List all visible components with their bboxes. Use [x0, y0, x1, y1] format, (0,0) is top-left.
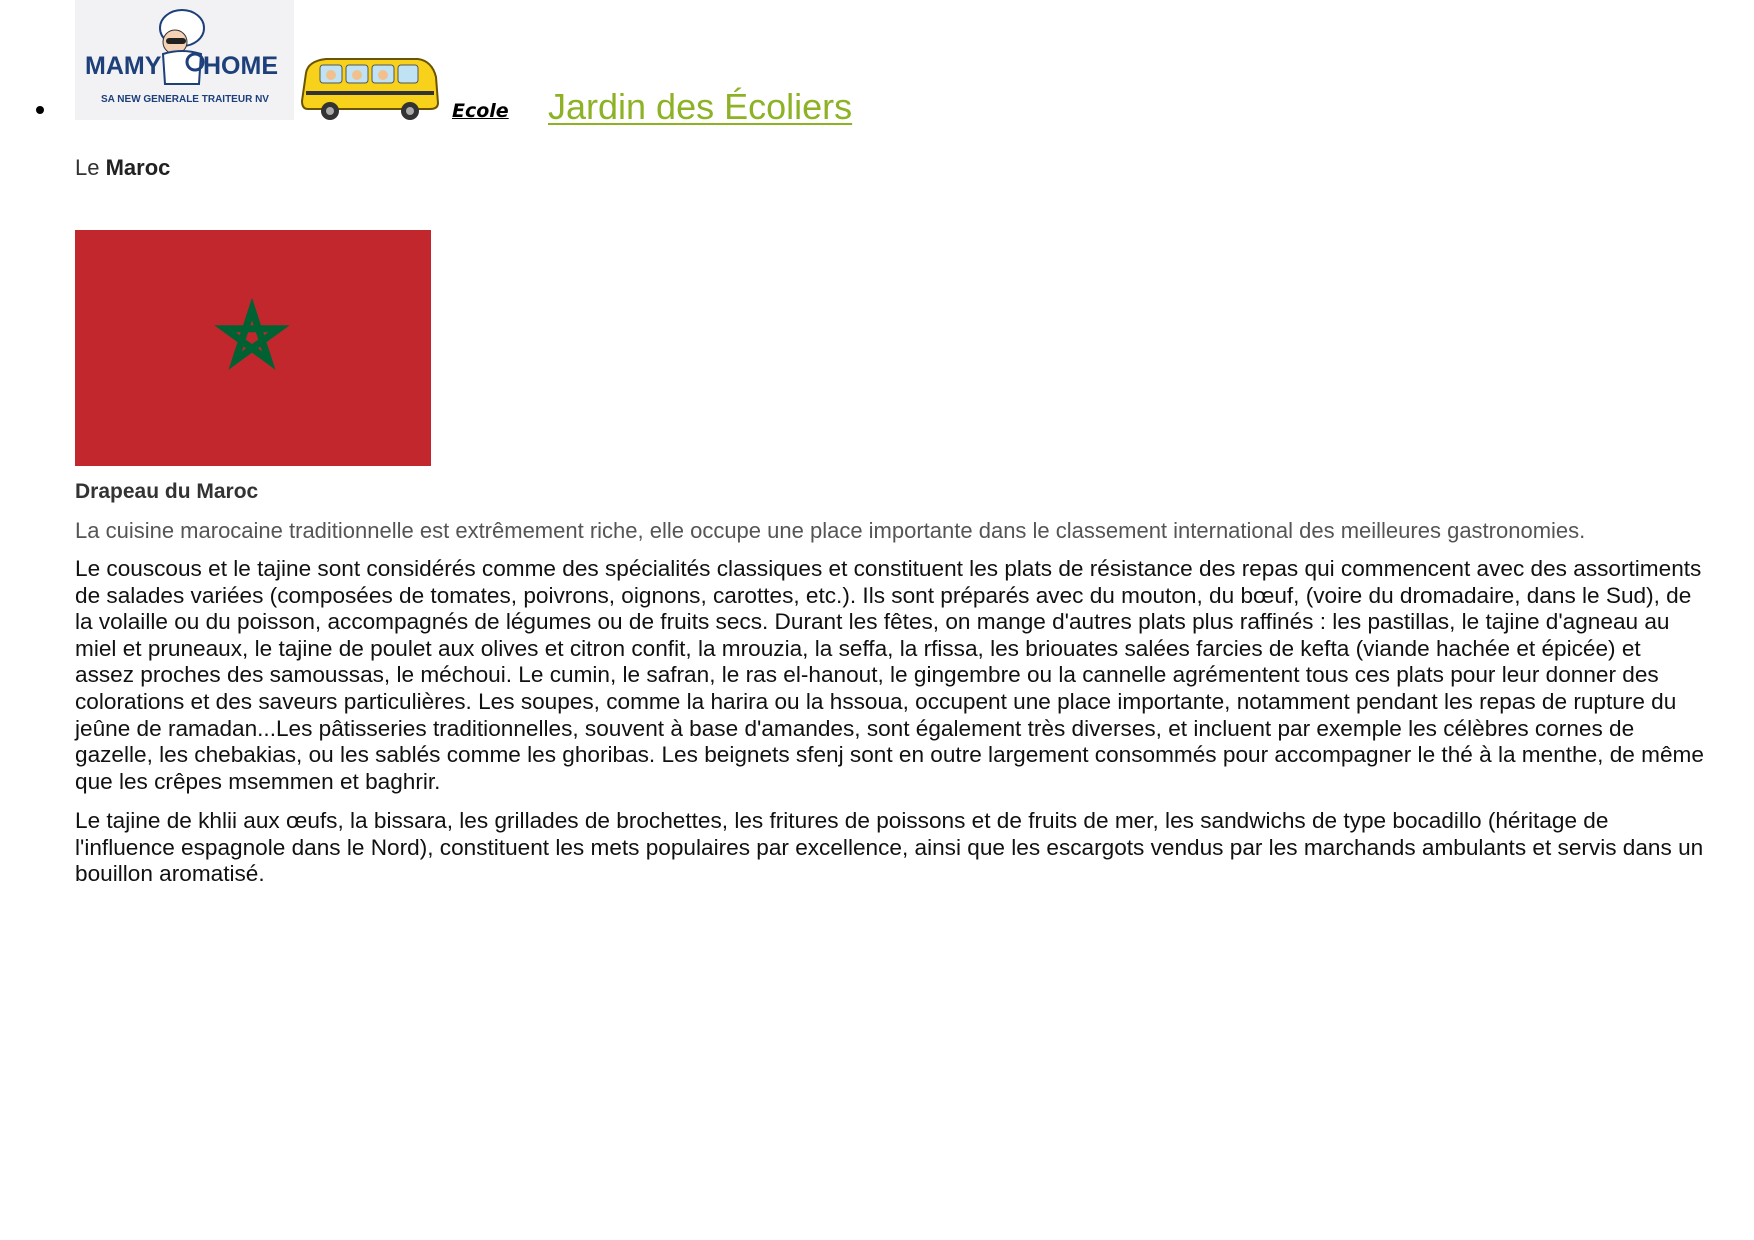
logo-text-mamy: MAMY — [85, 52, 162, 80]
flag-caption: Drapeau du Maroc — [75, 480, 259, 503]
school-bus-logo[interactable] — [298, 55, 440, 121]
site-title-link[interactable]: Jardin des Écoliers — [548, 86, 853, 127]
body-paragraph: Le tajine de khlii aux œufs, la bissara, les grillades de brochettes, les fritures de poissons et de fruits de mer, les sandwichs de type bocadillo (héritage de l'influence espagnole dans le Nord), constituent les mets populaires par excellence, ainsi que les escargots vendus par les marchands ambulants et servis dans un bouillon aromatisé. — [75, 808, 1704, 887]
header-row — [0, 0, 1754, 130]
country-name: Maroc — [105, 155, 171, 180]
morocco-flag-image — [75, 230, 431, 466]
school-bus-icon — [298, 55, 440, 121]
body-paragraph: Le couscous et le tajine sont considérés comme des spécialités classiques et constituent les plats de résistance des repas qui commencent avec des assortiments de salades variées (composées de tomates, poivrons, oignons, carottes, etc.). Ils sont préparés avec du mouton, du bœuf, (voire du dromadaire, dans le Sud), de la volaille ou du poisson, accompagnés de légumes ou de fruits secs. Durant les fêtes, on mange d'autres plats plus raffinés : les pastillas, le tajine d'agneau au miel et pruneaux, le tajine de poulet aux olives et citron confit, la mrouzia, la seffa, la rfissa, les briouates salées farcies de kefta (viande hachée et épicée) et assez proches des samoussas, le méchoui. Le cumin, le safran, le ras el-hanout, le gingembre ou la cannelle agrémentent tous ces plats pour leur donner des colorations et des saveurs particulières. Les soupes, comme la harira ou la hssoua, occupent une place importante, notamment pendant les repas de rupture du jeûne de ramadan...Les pâtisseries traditionnelles, souvent à base d'amandes, sont également très diverses, et incluent par exemple les célèbres cornes de gazelle, les chebakias, ou les sablés comme les ghoribas. Les beignets sfenj sont en outre largement consommés pour accompagner le thé à la menthe, de même que les crêpes msemmen et baghrir. — [75, 556, 1704, 794]
mamy-home-logo-graphic — [75, 0, 294, 120]
ecole-link[interactable]: Ecole — [452, 100, 509, 122]
country-prefix: Le — [75, 155, 100, 180]
logo-text-home: HOME — [203, 52, 278, 80]
country-heading — [75, 155, 170, 181]
intro-paragraph: La cuisine marocaine traditionnelle est extrêmement riche, elle occupe une place importante dans le classement international des meilleures gastronomies. — [75, 518, 1586, 543]
list-bullet — [36, 106, 44, 114]
logo-subtitle: SA NEW GENERALE TRAITEUR NV — [101, 94, 269, 105]
mamy-home-logo[interactable] — [75, 0, 294, 120]
